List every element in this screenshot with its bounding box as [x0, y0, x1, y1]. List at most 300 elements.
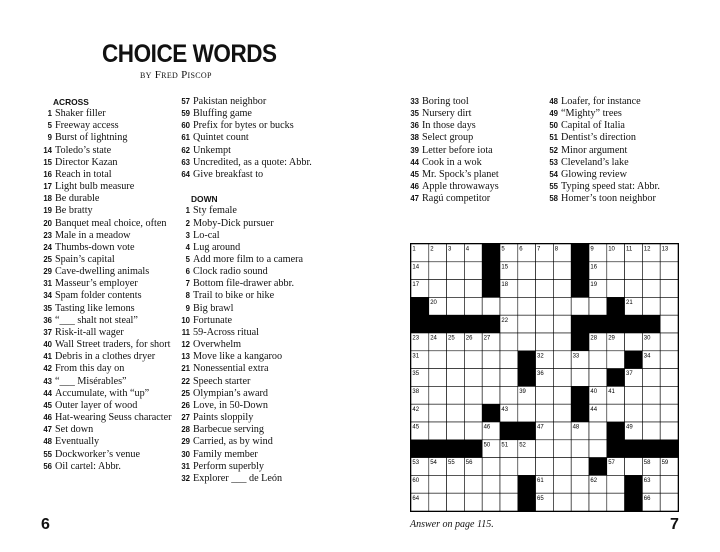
cell-number: 63	[643, 478, 651, 484]
cell-number: 7	[537, 246, 541, 253]
grid-cell[interactable]	[500, 351, 518, 369]
grid-cell[interactable]	[642, 262, 660, 280]
cell-number: 34	[643, 353, 651, 360]
clue-number: 56	[43, 461, 52, 471]
clue-number: 48	[43, 437, 52, 447]
clue-item	[180, 145, 320, 157]
clue-text: Spain’s capital	[55, 254, 115, 266]
clue-item	[180, 96, 320, 108]
grid-cell[interactable]	[447, 422, 465, 440]
grid-cell[interactable]	[482, 369, 500, 387]
grid-cell[interactable]	[536, 440, 554, 458]
clue-item	[42, 400, 172, 412]
grid-cell[interactable]	[536, 280, 554, 298]
clue-item	[42, 205, 172, 217]
clue-text: Be durable	[55, 193, 100, 205]
cell-number: 50	[483, 442, 491, 449]
grid-cell[interactable]	[536, 458, 554, 476]
cell-number: 8	[554, 246, 559, 253]
clue-number: 45	[410, 169, 419, 179]
clue-text: Move like a kangaroo	[193, 351, 283, 363]
grid-block	[518, 493, 536, 511]
grid-cell[interactable]	[447, 280, 465, 298]
grid-cell[interactable]	[571, 493, 589, 511]
clue-number: 9	[185, 303, 190, 313]
grid-cell[interactable]	[553, 493, 571, 511]
clue-number: 10	[181, 315, 190, 325]
clue-text: Risk-it-all wager	[55, 326, 124, 338]
grid-cell[interactable]	[464, 280, 482, 298]
grid-cell[interactable]	[500, 297, 518, 315]
grid-cell[interactable]	[447, 297, 465, 315]
clue-text: Boring tool	[422, 96, 469, 107]
grid-block	[589, 315, 607, 333]
clue-number: 32	[181, 473, 190, 483]
clue-text: Glowing review	[561, 168, 627, 180]
grid-cell[interactable]	[589, 351, 607, 369]
cell-number: 56	[465, 460, 473, 467]
clue-item	[42, 327, 172, 339]
clue-text: Add more film to a camera	[193, 254, 304, 265]
clue-number: 6	[185, 267, 190, 277]
clue-text: Spam folder contents	[55, 290, 142, 302]
grid-cell[interactable]	[536, 404, 554, 422]
clue-item	[42, 242, 172, 254]
clue-text: Mr. Spock’s planet	[422, 168, 499, 180]
grid-block	[429, 440, 447, 458]
clue-text: Light bulb measure	[55, 181, 135, 193]
clue-text: Wall Street traders, for short	[55, 339, 171, 351]
grid-block	[429, 315, 447, 333]
grid-block	[571, 315, 589, 333]
clue-number: 63	[181, 157, 190, 167]
grid-cell[interactable]	[447, 475, 465, 493]
grid-cell[interactable]	[464, 404, 482, 422]
clue-number: 8	[185, 291, 190, 301]
clue-number: 30	[181, 449, 190, 459]
grid-cell[interactable]	[589, 297, 607, 315]
across-heading: ACROSS	[53, 97, 89, 107]
clue-item	[180, 388, 320, 400]
grid-cell[interactable]	[642, 386, 660, 404]
clue-number: 24	[43, 242, 52, 252]
grid-cell[interactable]	[500, 475, 518, 493]
clue-text: Prefix for bytes or bucks	[193, 120, 294, 132]
clue-number: 26	[181, 400, 190, 410]
clue-item	[409, 145, 549, 157]
grid-cell[interactable]	[553, 262, 571, 280]
grid-cell[interactable]	[536, 297, 554, 315]
clue-item	[548, 96, 688, 108]
clue-number: 36	[410, 121, 419, 131]
clue-number: 14	[43, 145, 52, 155]
clue-text: Apple throwaways	[422, 181, 499, 193]
grid-cell[interactable]	[660, 297, 678, 315]
grid-cell[interactable]	[660, 333, 678, 351]
cell-number: 57	[608, 460, 615, 467]
grid-cell[interactable]	[518, 297, 536, 315]
clue-column-3	[409, 96, 549, 205]
grid-cell[interactable]	[553, 351, 571, 369]
grid-cell[interactable]	[464, 369, 482, 387]
grid-cell[interactable]	[553, 458, 571, 476]
clue-number: 15	[43, 157, 52, 167]
clue-text: Speech starter	[193, 375, 251, 387]
cell-number: 59	[661, 460, 669, 467]
grid-cell[interactable]	[553, 315, 571, 333]
grid-cell[interactable]	[500, 493, 518, 511]
grid-cell[interactable]	[482, 351, 500, 369]
grid-cell[interactable]	[660, 369, 678, 387]
clue-item	[42, 169, 172, 181]
grid-cell[interactable]	[464, 262, 482, 280]
cell-number: 5	[501, 246, 505, 253]
grid-block	[482, 404, 500, 422]
clue-text: Burst of lightning	[55, 132, 128, 144]
grid-cell[interactable]	[642, 369, 660, 387]
grid-block	[625, 351, 643, 369]
clue-item	[409, 157, 549, 169]
cell-number: 64	[412, 495, 420, 502]
grid-cell[interactable]	[429, 351, 447, 369]
clue-text: Tasting like lemons	[55, 302, 135, 314]
grid-cell[interactable]	[464, 493, 482, 511]
grid-block	[607, 297, 625, 315]
grid-cell[interactable]	[660, 262, 678, 280]
clue-text: Trail to bike or hike	[193, 290, 275, 302]
clue-text: Loafer, for instance	[561, 96, 641, 107]
clue-number: 48	[549, 97, 558, 106]
grid-cell[interactable]	[571, 475, 589, 493]
clue-item	[409, 193, 549, 205]
grid-cell[interactable]	[660, 493, 678, 511]
clue-number: 39	[410, 145, 419, 155]
grid-cell[interactable]	[553, 386, 571, 404]
grid-cell[interactable]	[607, 280, 625, 298]
grid-cell[interactable]	[536, 333, 554, 351]
clue-item	[42, 449, 172, 461]
grid-cell[interactable]	[553, 333, 571, 351]
clue-text: Eventually	[55, 436, 100, 448]
clue-number: 25	[43, 255, 52, 265]
clue-text: Minor argument	[561, 144, 628, 156]
grid-cell[interactable]	[464, 422, 482, 440]
clue-number: 59	[181, 109, 190, 119]
grid-cell[interactable]	[660, 422, 678, 440]
grid-cell[interactable]	[625, 262, 643, 280]
grid-cell[interactable]	[464, 351, 482, 369]
grid-cell[interactable]	[553, 297, 571, 315]
grid-cell[interactable]	[429, 369, 447, 387]
cell-number: 16	[590, 264, 598, 271]
grid-cell[interactable]	[607, 351, 625, 369]
grid-cell[interactable]	[660, 315, 678, 333]
cell-number: 54	[430, 460, 437, 467]
clue-text: Set down	[55, 424, 94, 436]
grid-cell[interactable]	[589, 422, 607, 440]
clue-text: Lug around	[193, 241, 241, 253]
grid-block	[571, 244, 589, 262]
grid-cell[interactable]	[660, 280, 678, 298]
grid-cell[interactable]	[482, 386, 500, 404]
grid-cell[interactable]	[607, 475, 625, 493]
clue-number: 49	[549, 109, 558, 119]
grid-cell[interactable]	[553, 440, 571, 458]
grid-block	[607, 440, 625, 458]
grid-cell[interactable]	[607, 493, 625, 511]
grid-cell[interactable]	[642, 280, 660, 298]
clue-item	[42, 132, 172, 144]
clue-text: Barbecue serving	[193, 424, 264, 436]
clue-item	[42, 108, 172, 120]
clue-item	[180, 351, 320, 363]
grid-cell[interactable]	[571, 297, 589, 315]
grid-cell[interactable]	[625, 280, 643, 298]
grid-cell[interactable]	[482, 297, 500, 315]
grid-cell[interactable]	[429, 404, 447, 422]
grid-block	[607, 369, 625, 387]
grid-cell[interactable]	[625, 458, 643, 476]
clue-text: Big brawl	[193, 302, 234, 314]
clue-text: Olympian’s award	[193, 387, 268, 399]
grid-cell[interactable]	[429, 280, 447, 298]
clue-number: 46	[43, 413, 52, 423]
cell-number: 30	[643, 335, 651, 342]
grid-cell[interactable]	[429, 422, 447, 440]
clue-text: Love, in 50-Down	[193, 399, 268, 411]
grid-cell[interactable]	[607, 262, 625, 280]
clue-text: Carried, as by wind	[193, 436, 273, 448]
clue-item	[42, 193, 172, 205]
grid-cell[interactable]	[429, 475, 447, 493]
grid-cell[interactable]	[447, 351, 465, 369]
grid-cell[interactable]	[447, 386, 465, 404]
grid-cell[interactable]	[518, 458, 536, 476]
grid-cell[interactable]	[660, 404, 678, 422]
clue-item	[42, 278, 172, 290]
grid-cell[interactable]	[589, 440, 607, 458]
clue-number: 46	[410, 182, 419, 192]
grid-cell[interactable]	[464, 386, 482, 404]
grid-cell[interactable]	[429, 262, 447, 280]
grid-cell[interactable]	[518, 333, 536, 351]
cell-number: 11	[626, 246, 633, 253]
grid-cell[interactable]	[571, 458, 589, 476]
clue-text: Toledo’s state	[55, 144, 112, 156]
grid-cell[interactable]	[500, 458, 518, 476]
clue-text: “___ shalt not steal”	[55, 314, 138, 326]
grid-block	[482, 280, 500, 298]
cell-number: 28	[590, 335, 598, 342]
grid-cell[interactable]	[642, 297, 660, 315]
cell-number: 22	[501, 317, 509, 324]
clue-item	[180, 461, 320, 473]
clue-item	[42, 303, 172, 315]
cell-number: 36	[537, 371, 544, 378]
grid-cell[interactable]	[482, 493, 500, 511]
clue-item	[42, 290, 172, 302]
clue-text: 59-Across ritual	[193, 326, 259, 338]
grid-cell[interactable]	[536, 315, 554, 333]
grid-block	[571, 386, 589, 404]
clue-number: 43	[43, 376, 52, 386]
grid-cell[interactable]	[429, 386, 447, 404]
clue-item	[180, 339, 320, 351]
clue-text: Dockworker’s venue	[55, 448, 140, 460]
clue-text: Lo-cal	[193, 229, 220, 241]
clue-item	[180, 120, 320, 132]
puzzle-title: CHOICE WORDS	[102, 40, 277, 68]
clue-text: Sty female	[193, 205, 237, 217]
cell-number: 35	[412, 371, 420, 378]
clue-number: 51	[549, 133, 558, 143]
cell-number: 62	[590, 478, 598, 484]
grid-cell[interactable]	[625, 404, 643, 422]
page-number-right: 7	[670, 516, 679, 533]
clue-number: 40	[43, 340, 52, 350]
clue-item	[548, 169, 688, 181]
grid-cell[interactable]	[482, 458, 500, 476]
clue-item	[180, 290, 320, 302]
grid-cell[interactable]	[571, 440, 589, 458]
cell-number: 43	[501, 406, 509, 413]
grid-cell[interactable]	[589, 369, 607, 387]
grid-cell[interactable]	[447, 493, 465, 511]
clue-item	[180, 376, 320, 388]
clue-number: 58	[549, 194, 558, 204]
grid-cell[interactable]	[518, 315, 536, 333]
clue-text: Dentist’s direction	[561, 132, 636, 144]
grid-cell[interactable]	[553, 369, 571, 387]
clue-item	[180, 363, 320, 375]
clue-text: Paints sloppily	[193, 412, 254, 424]
grid-cell[interactable]	[625, 386, 643, 404]
clue-item	[180, 242, 320, 254]
clue-number: 31	[43, 279, 52, 289]
grid-block	[607, 422, 625, 440]
clue-item	[42, 388, 172, 400]
clue-number: 5	[47, 121, 52, 131]
grid-block	[625, 440, 643, 458]
clue-item	[42, 266, 172, 278]
grid-cell[interactable]	[589, 493, 607, 511]
grid-cell[interactable]	[553, 475, 571, 493]
cell-number: 61	[537, 478, 544, 484]
clue-text: Hat-wearing Seuss character	[55, 412, 172, 424]
clue-number: 36	[43, 315, 52, 325]
clue-text: Explorer ___ de León	[193, 472, 283, 484]
cell-number: 23	[412, 335, 420, 342]
grid-cell[interactable]	[553, 422, 571, 440]
cell-number: 13	[661, 246, 669, 253]
grid-cell[interactable]	[660, 386, 678, 404]
grid-cell[interactable]	[464, 297, 482, 315]
grid-cell[interactable]	[500, 333, 518, 351]
clue-number: 20	[43, 218, 52, 228]
clue-number: 53	[549, 157, 558, 167]
grid-cell[interactable]	[607, 404, 625, 422]
clue-number: 3	[185, 230, 190, 240]
grid-cell[interactable]	[642, 404, 660, 422]
grid-cell[interactable]	[518, 404, 536, 422]
grid-cell[interactable]	[536, 386, 554, 404]
clue-text: In those days	[422, 120, 476, 132]
clue-item	[409, 96, 549, 108]
clue-text: “Mighty” trees	[561, 108, 622, 120]
cell-number: 37	[626, 371, 633, 378]
clue-text: Thumbs-down vote	[55, 241, 135, 253]
clue-text: Perform superbly	[193, 460, 265, 472]
grid-cell[interactable]	[518, 262, 536, 280]
clue-item	[42, 412, 172, 424]
grid-cell[interactable]	[464, 475, 482, 493]
grid-block	[607, 315, 625, 333]
clue-item	[180, 278, 320, 290]
cell-number: 15	[501, 264, 509, 271]
clue-number: 18	[43, 194, 52, 204]
puzzle-byline: by Fred Piscop	[140, 69, 212, 81]
grid-cell[interactable]	[536, 262, 554, 280]
clue-text: Outer layer of wood	[55, 399, 138, 411]
clue-number: 17	[43, 182, 52, 192]
grid-cell[interactable]	[553, 404, 571, 422]
grid-cell[interactable]	[447, 262, 465, 280]
clue-number: 60	[181, 121, 190, 131]
grid-block	[518, 422, 536, 440]
clue-number: 52	[549, 145, 558, 155]
grid-cell[interactable]	[500, 369, 518, 387]
cell-number: 25	[448, 335, 455, 342]
cell-number: 20	[430, 300, 437, 306]
grid-cell[interactable]	[642, 422, 660, 440]
crossword-grid-svg	[411, 244, 678, 511]
grid-cell[interactable]	[518, 280, 536, 298]
clue-number: 9	[47, 133, 52, 143]
clue-text: Oil cartel: Abbr.	[55, 460, 121, 472]
clue-number: 27	[181, 413, 190, 423]
grid-block	[642, 440, 660, 458]
clue-number: 13	[181, 352, 190, 362]
grid-block	[447, 440, 465, 458]
cell-number: 66	[643, 495, 651, 502]
cell-number: 60	[412, 478, 420, 484]
cell-number: 38	[412, 389, 420, 395]
clue-item	[42, 230, 172, 242]
clue-text: Director Kazan	[55, 156, 118, 168]
grid-cell[interactable]	[553, 280, 571, 298]
grid-block	[500, 422, 518, 440]
grid-cell[interactable]	[447, 369, 465, 387]
grid-cell[interactable]	[571, 369, 589, 387]
grid-cell[interactable]	[447, 404, 465, 422]
clue-item	[409, 132, 549, 144]
grid-cell[interactable]	[500, 386, 518, 404]
grid-cell[interactable]	[660, 351, 678, 369]
grid-block	[660, 440, 678, 458]
crossword-grid[interactable]	[410, 243, 679, 512]
clue-number: 16	[43, 169, 52, 179]
clue-item	[180, 436, 320, 448]
clue-item	[180, 218, 320, 230]
grid-cell[interactable]	[429, 493, 447, 511]
grid-cell[interactable]	[482, 475, 500, 493]
clue-number: 38	[410, 133, 419, 143]
grid-cell[interactable]	[625, 333, 643, 351]
cell-number: 47	[537, 424, 544, 431]
grid-block	[625, 493, 643, 511]
clue-item	[42, 218, 172, 230]
grid-cell[interactable]	[660, 475, 678, 493]
